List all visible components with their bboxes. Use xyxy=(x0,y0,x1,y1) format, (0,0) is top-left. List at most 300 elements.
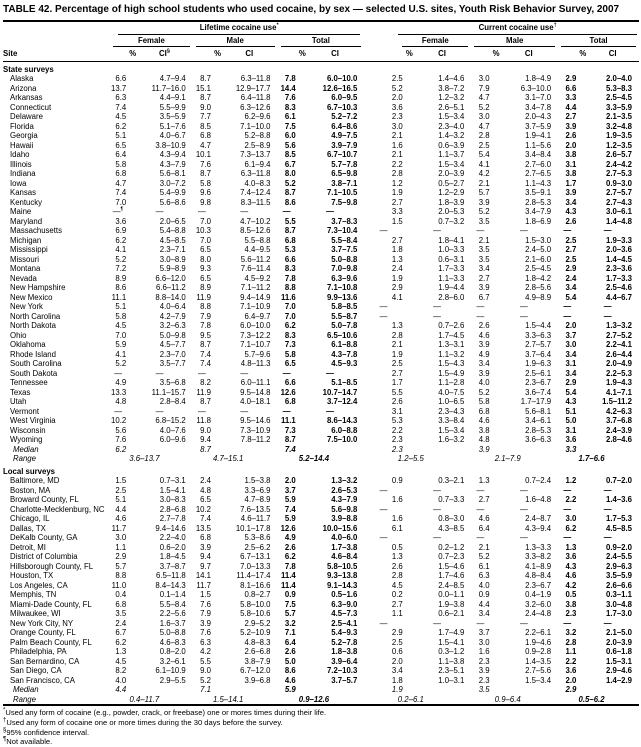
value-cell: 6.8 xyxy=(200,131,211,140)
value-cell: 5.9 xyxy=(115,340,127,349)
table-body xyxy=(3,61,639,705)
value-cell: 5.6–8.1 xyxy=(159,169,186,178)
value-cell: 3.9 xyxy=(478,340,490,349)
value-cell: 4.4 xyxy=(478,599,490,609)
value-cell: 6.6 xyxy=(284,254,296,264)
value-cell: 3.6 xyxy=(115,216,127,226)
value-cell: 1.7–4.9 xyxy=(438,628,465,637)
value-cell: 2.3 xyxy=(478,675,490,685)
value-cell: 6.7 xyxy=(115,628,127,637)
site-name: Georgia xyxy=(10,131,38,140)
value-cell: 2.3–6.7 xyxy=(525,580,552,590)
value-cell: 5.1 xyxy=(115,302,127,311)
value-cell: — xyxy=(603,533,612,542)
value-cell: 2.8–6.8 xyxy=(159,504,186,514)
value-cell: 2.4 xyxy=(391,264,403,273)
value-cell: 6.3–11.8 xyxy=(240,169,271,178)
value-cell: 6.5 xyxy=(200,273,211,283)
site-name: South Dakota xyxy=(10,368,58,378)
value-cell: 8.7 xyxy=(200,397,211,406)
value-cell: 0.3–2.1 xyxy=(438,476,465,485)
site-name: Nevada xyxy=(10,273,37,283)
value-cell: 1.9–6.3 xyxy=(525,359,552,368)
value-cell: 3.2 xyxy=(565,628,577,637)
site-name: Alaska xyxy=(10,74,34,83)
value-cell: 7.1 xyxy=(284,628,296,637)
value-cell: 2.8–5.3 xyxy=(525,197,552,207)
value-cell: 3.4–6.1 xyxy=(525,416,552,425)
value-cell: 6.4–11.8 xyxy=(240,93,271,102)
value-cell: 1.8–4.5 xyxy=(159,552,186,561)
value-cell: — xyxy=(476,485,485,495)
value-cell: 1.8–3.9 xyxy=(438,197,465,207)
value-cell: 9.3–13.8 xyxy=(326,571,358,580)
value-cell: 11.9 xyxy=(196,292,211,302)
value-cell: — xyxy=(603,618,612,628)
value-cell: 3.7–7.5 xyxy=(331,245,358,254)
value-cell: 9.0 xyxy=(200,425,211,435)
value-cell: 3.1 xyxy=(391,406,403,416)
value-cell: 1.6–3.7 xyxy=(159,618,186,628)
value-cell: — xyxy=(433,226,441,235)
value-cell: 6.1 xyxy=(391,523,403,533)
site-name: Dallas, TX xyxy=(10,523,46,533)
value-cell: 5.2 xyxy=(391,83,403,93)
value-cell: 2.4–8.5 xyxy=(438,580,465,590)
value-cell: — xyxy=(155,368,164,378)
header-lifetime-female: Female xyxy=(110,35,193,48)
value-cell: 0.9–2.8 xyxy=(525,647,552,656)
footnote-ci: §95% confidence interval. xyxy=(3,727,90,737)
header-spacer xyxy=(3,35,110,48)
table-row xyxy=(3,619,639,629)
value-cell: 2.7–5.3 xyxy=(605,169,632,178)
value-cell: 2.9 xyxy=(565,74,577,83)
site-name: Charlotte-Mecklenburg, NC xyxy=(10,504,105,514)
value-cell: — xyxy=(379,485,388,495)
value-cell: 0.7–3.2 xyxy=(438,216,465,226)
value-cell: 1.7–4.5 xyxy=(438,330,465,340)
value-cell: 3.2–4.8 xyxy=(605,121,632,131)
value-cell: 6.3–9.0 xyxy=(331,599,358,609)
value-cell: 2.8 xyxy=(391,571,403,580)
value-cell: 2.1 xyxy=(478,178,490,188)
site-name: Montana xyxy=(10,264,41,273)
value-cell: 2.2–5.6 xyxy=(159,609,186,618)
value-cell: 2.7–6.5 xyxy=(525,169,552,178)
value-cell: 7.5 xyxy=(284,121,296,131)
value-cell: 5.2 xyxy=(478,552,490,561)
value-cell: 6.8–15.2 xyxy=(155,416,186,425)
value-cell: 2.9 xyxy=(565,264,577,273)
value-cell: — xyxy=(563,302,572,311)
value-cell: 3.9 xyxy=(200,542,211,552)
value-cell: 7.1–10.5 xyxy=(326,188,358,197)
range-value: 0.2–6.1 xyxy=(397,694,424,704)
value-cell: 6.8 xyxy=(284,397,296,406)
value-cell: 0.5–2.7 xyxy=(438,178,465,188)
value-cell: 2.9 xyxy=(115,552,127,561)
value-cell: 2.3–6.7 xyxy=(525,378,552,387)
site-name: Iowa xyxy=(10,178,27,188)
value-cell: 7.3–13.7 xyxy=(240,150,271,159)
value-cell: 9.4 xyxy=(200,435,211,444)
value-cell: 5.5–8.8 xyxy=(244,235,271,245)
table-row xyxy=(3,562,639,572)
value-cell: 5.9 xyxy=(284,495,296,504)
median-label: Median xyxy=(13,685,39,694)
value-cell: 8.7 xyxy=(284,188,296,197)
value-cell: 11.4–17.4 xyxy=(236,571,271,580)
value-cell: 5.9 xyxy=(284,514,296,523)
value-cell: 4.3–9.4 xyxy=(159,150,186,159)
value-cell: 5.6–8.1 xyxy=(525,406,552,416)
value-cell: 5.0–9.8 xyxy=(159,330,186,340)
table-row xyxy=(3,122,639,132)
value-cell: 6.4 xyxy=(115,150,127,159)
value-cell: 15.1 xyxy=(195,83,211,93)
value-cell: 8.5 xyxy=(284,150,296,159)
value-cell: 5.5 xyxy=(391,387,403,397)
value-cell: 12.6 xyxy=(280,523,296,533)
value-cell: 0.4–1.9 xyxy=(525,590,552,599)
value-cell: 11.8 xyxy=(196,416,211,425)
value-cell: 3.9 xyxy=(478,197,490,207)
value-cell: 3.8 xyxy=(565,150,577,159)
value-cell: 1.3–3.1 xyxy=(438,340,465,349)
value-cell: 11.9 xyxy=(196,387,211,397)
value-cell: 9.5–14.6 xyxy=(240,416,271,425)
value-cell: 2.9–5.2 xyxy=(244,618,271,628)
value-cell: 0.0–1.1 xyxy=(438,590,465,599)
value-cell: 3.9–7.9 xyxy=(331,140,358,150)
value-cell: 7.6 xyxy=(200,628,211,637)
value-cell: 7.3 xyxy=(284,425,296,435)
empty-cell xyxy=(136,685,193,695)
value-cell: 2.8–6.0 xyxy=(438,292,465,302)
value-cell: 0.3–1.1 xyxy=(605,590,632,599)
value-cell: 1.5–3.8 xyxy=(244,476,271,485)
value-cell: 7.2 xyxy=(115,264,127,273)
empty-cell xyxy=(586,685,639,695)
median-label: Median xyxy=(13,444,39,454)
table-row xyxy=(3,476,639,486)
value-cell: 2.6 xyxy=(565,131,577,140)
value-cell: 3.7–5.7 xyxy=(331,675,358,685)
footnote-lifetime: *Used any form of cocaine (e.g., powder, crack, or freebase) one or mores times during their life. xyxy=(3,707,327,717)
value-cell: 6.6 xyxy=(284,378,296,387)
value-cell: 8.7 xyxy=(284,435,296,444)
value-cell: 1.1–4.3 xyxy=(525,178,552,188)
value-cell: 5.2 xyxy=(115,254,127,264)
value-cell: 4.6 xyxy=(478,416,490,425)
value-cell: 1.8–4.9 xyxy=(525,74,552,83)
value-cell: 8.2 xyxy=(200,378,211,387)
value-cell: 7.6–11.4 xyxy=(240,264,271,273)
value-cell: 3.4–7.8 xyxy=(525,102,552,112)
value-cell: 3.4 xyxy=(478,264,490,273)
value-cell: 2.0–4.3 xyxy=(525,112,552,121)
value-cell: 2.4–8.7 xyxy=(525,514,552,523)
value-cell: 4.4–9.1 xyxy=(159,93,186,102)
value-cell: 7.7 xyxy=(200,112,211,121)
value-cell: — xyxy=(563,311,572,321)
site-name: Utah xyxy=(10,397,27,406)
value-cell: 3.1 xyxy=(565,159,577,169)
value-cell: 1.5–3.4 xyxy=(438,425,465,435)
value-cell: 2.8–5.3 xyxy=(525,425,552,435)
value-cell: 1.5–11.2 xyxy=(602,397,632,406)
value-cell: 8.6 xyxy=(115,283,127,292)
site-name: Wisconsin xyxy=(10,425,46,435)
site-name: Palm Beach County, FL xyxy=(10,637,92,647)
value-cell: — xyxy=(379,618,388,628)
value-cell: 7.4 xyxy=(115,188,127,197)
value-cell: 1.8 xyxy=(391,675,403,685)
value-cell: 4.0–6.0 xyxy=(331,533,358,542)
value-cell: 3.4 xyxy=(565,368,577,378)
value-cell: 7.1–10.7 xyxy=(240,340,271,349)
value-cell: 3.0 xyxy=(115,533,127,542)
value-cell: 2.0–3.6 xyxy=(605,245,632,254)
value-cell: 2.3–7.1 xyxy=(159,245,186,254)
value-cell: 4.0–6.4 xyxy=(159,302,186,311)
value-cell: 6.6–12.0 xyxy=(155,273,186,283)
value-cell: 2.7–5.6 xyxy=(525,666,552,675)
header-spacer xyxy=(3,22,110,35)
value-cell: 6.3 xyxy=(478,571,490,580)
value-cell: 1.7–3.3 xyxy=(438,264,465,273)
section-header-row xyxy=(3,464,639,477)
value-cell: 6.3–9.6 xyxy=(331,273,358,283)
value-cell: 0.4 xyxy=(115,590,127,599)
value-cell: 3.0–4.8 xyxy=(605,599,632,609)
table-row xyxy=(3,552,639,562)
value-cell: — xyxy=(433,485,441,495)
value-cell: — xyxy=(603,311,612,321)
table-row xyxy=(3,350,639,360)
table-row xyxy=(3,600,639,610)
value-cell: 5.7–7.8 xyxy=(331,159,358,169)
value-cell: 5.2 xyxy=(284,178,296,188)
table-row xyxy=(3,236,639,246)
table-row xyxy=(3,160,639,170)
value-cell: 2.9 xyxy=(391,283,403,292)
value-cell: 3.1 xyxy=(565,359,577,368)
value-cell: 2.5 xyxy=(115,485,127,495)
value-cell: 3.6 xyxy=(391,102,403,112)
value-cell: 2.5–4.6 xyxy=(605,283,632,292)
value-cell: 3.5–5.9 xyxy=(605,571,632,580)
value-cell: 0.7–2.3 xyxy=(438,552,465,561)
value-cell: 8.5 xyxy=(200,121,211,131)
value-cell: 1.9–3.5 xyxy=(605,131,632,140)
value-cell: 4.4 xyxy=(565,102,577,112)
table-row xyxy=(3,302,639,312)
value-cell: 1.9 xyxy=(391,349,403,359)
value-cell: 8.3 xyxy=(284,264,296,273)
na-footnote-marker: ¶ xyxy=(120,206,124,213)
value-cell: 0.8–3.0 xyxy=(438,514,465,523)
table-row xyxy=(3,112,639,122)
value-cell: — xyxy=(114,368,123,378)
median-value: 8.7 xyxy=(200,444,211,454)
value-cell: 5.8 xyxy=(200,178,211,188)
value-cell: 2.8–8.4 xyxy=(159,397,186,406)
value-cell: 2.4 xyxy=(115,618,127,628)
table-row xyxy=(3,505,639,515)
value-cell: — xyxy=(519,302,528,311)
value-cell: 1.2–2.9 xyxy=(438,188,465,197)
value-cell: 1.7–3.0 xyxy=(605,609,632,618)
value-cell: 6.0–11.1 xyxy=(240,378,271,387)
value-cell: — xyxy=(563,226,572,235)
value-cell: — xyxy=(326,406,334,416)
value-cell: 3.8–7.1 xyxy=(331,178,358,188)
value-cell: 3.8 xyxy=(565,599,577,609)
range-label: Range xyxy=(13,694,36,704)
value-cell: 8.7 xyxy=(200,340,211,349)
value-cell: 2.3–5.1 xyxy=(438,666,465,675)
value-cell: 2.7 xyxy=(391,197,403,207)
value-cell: 4.5 xyxy=(115,321,127,330)
value-cell: 1.3–3.3 xyxy=(525,542,552,552)
value-cell: 2.3 xyxy=(478,656,490,666)
median-value: 4.4 xyxy=(115,685,127,694)
value-cell: — xyxy=(476,533,485,542)
empty-cell xyxy=(586,445,639,455)
value-cell: 3.4 xyxy=(391,666,403,675)
range-label: Range xyxy=(13,454,36,463)
value-cell: 4.1 xyxy=(115,349,127,359)
value-cell: 6.2 xyxy=(284,321,296,330)
value-cell: 9.0 xyxy=(200,666,211,675)
value-cell: 3.0 xyxy=(478,637,490,647)
value-cell: 7.1–10.9 xyxy=(240,302,271,311)
value-cell: 4.3–9.4 xyxy=(525,523,552,533)
value-cell: 4.2 xyxy=(200,647,211,656)
value-cell: 2.1 xyxy=(391,340,403,349)
value-cell: 7.5–9.8 xyxy=(331,197,358,207)
table-row xyxy=(3,638,639,648)
value-cell: 2.1 xyxy=(478,235,490,245)
site-name: Boston, MA xyxy=(10,485,51,495)
empty-cell xyxy=(500,685,559,695)
table-row xyxy=(3,93,639,103)
value-cell: 6.7–13.1 xyxy=(240,552,271,561)
range-value: 0.9–6.4 xyxy=(494,694,521,704)
value-cell: 2.6–5.7 xyxy=(605,150,632,159)
value-cell: 4.1–8.9 xyxy=(525,561,552,571)
value-cell: 1.8–3.8 xyxy=(331,647,358,656)
table-row xyxy=(3,533,639,543)
value-cell: 1.8–4.1 xyxy=(438,235,465,245)
value-cell: 3.2–6.1 xyxy=(159,656,186,666)
value-cell: 4.4–9.5 xyxy=(244,245,271,254)
header-ci: CI xyxy=(586,47,639,61)
value-cell: 3.4 xyxy=(565,197,577,207)
site-name: San Francisco, CA xyxy=(10,675,75,685)
site-name: Massachusetts xyxy=(10,226,63,235)
value-cell: 3.8 xyxy=(478,425,490,435)
value-cell: 8.8 xyxy=(284,283,296,292)
value-cell: 6.8 xyxy=(115,169,127,178)
value-cell: — xyxy=(155,207,164,216)
site-name: New Hampshire xyxy=(10,283,66,292)
footnote-na: ¶Not available. xyxy=(3,736,53,747)
value-cell: 4.2 xyxy=(565,580,577,590)
value-cell: — xyxy=(240,207,249,216)
value-cell: 0.8–2.7 xyxy=(244,590,271,599)
value-cell: 5.2 xyxy=(478,387,490,397)
value-cell: 3.3–6.9 xyxy=(244,485,271,495)
value-cell: 2.5 xyxy=(565,235,577,245)
table-row xyxy=(3,331,639,341)
value-cell: 9.9–13.6 xyxy=(326,292,358,302)
value-cell: 1.3 xyxy=(565,542,577,552)
range-value: 2.1–7.9 xyxy=(494,454,521,463)
footnote-current: †Used any form of cocaine one or more times during the 30 days before the survey. xyxy=(3,717,283,727)
table-row xyxy=(3,407,639,417)
value-cell: 0.9 xyxy=(284,590,296,599)
site-name: Milwaukee, WI xyxy=(10,609,61,618)
value-cell: 4.5–7.3 xyxy=(331,609,358,618)
table-row xyxy=(3,486,639,496)
value-cell: 4.5–9.2 xyxy=(244,273,271,283)
value-cell: 4.1 xyxy=(478,159,490,169)
table-row xyxy=(3,84,639,94)
median-value: 2.9 xyxy=(565,685,577,694)
value-cell: 2.7–4.3 xyxy=(605,197,632,207)
value-cell: 1.4–3.5 xyxy=(525,656,552,666)
value-cell: 11.1 xyxy=(281,416,296,425)
value-cell: 5.6 xyxy=(284,140,296,150)
site-name: Wyoming xyxy=(10,435,43,444)
value-cell: 2.5–4.5 xyxy=(605,93,632,102)
value-cell: 2.0–6.5 xyxy=(159,216,186,226)
value-cell: — xyxy=(476,504,485,514)
site-name: New York City, NY xyxy=(10,618,74,628)
table-row xyxy=(3,426,639,436)
value-cell: 3.1 xyxy=(565,425,577,435)
value-cell: 9.8 xyxy=(200,197,211,207)
value-cell: 3.7–5.9 xyxy=(525,121,552,131)
value-cell: 5.5–9.9 xyxy=(159,102,186,112)
value-cell: 9.1–14.3 xyxy=(326,580,358,590)
site-name: Delaware xyxy=(10,112,43,121)
value-cell: 4.3–7.9 xyxy=(331,495,358,504)
value-cell: 7.0 xyxy=(115,197,127,207)
value-cell: 2.8 xyxy=(391,330,403,340)
table-title: TABLE 42. Percentage of high school students who used cocaine, by sex — selected U.S. sites, Youth Risk Behavior Survey, 2007 xyxy=(3,3,639,22)
value-cell: 5.7 xyxy=(284,609,296,618)
site-name: Rhode Island xyxy=(10,349,56,359)
value-cell: 3.0–8.9 xyxy=(159,254,186,264)
table-row xyxy=(3,388,639,398)
value-cell: 5.2–7.2 xyxy=(331,112,358,121)
value-cell: 4.8–11.3 xyxy=(240,359,271,368)
value-cell: 5.6–9.8 xyxy=(331,504,358,514)
value-cell: 7.9 xyxy=(200,311,211,321)
value-cell: 1.1–3.2 xyxy=(438,349,465,359)
value-cell: — xyxy=(519,504,528,514)
lifetime-group-label: Lifetime cocaine use xyxy=(199,23,277,32)
range-value: 0.5–6.2 xyxy=(578,694,605,704)
value-cell: 3.9–8.8 xyxy=(331,514,358,523)
value-cell: 3.3–5.9 xyxy=(605,102,632,112)
value-cell: 2.6 xyxy=(284,542,296,552)
value-cell: 2.7 xyxy=(478,273,490,283)
